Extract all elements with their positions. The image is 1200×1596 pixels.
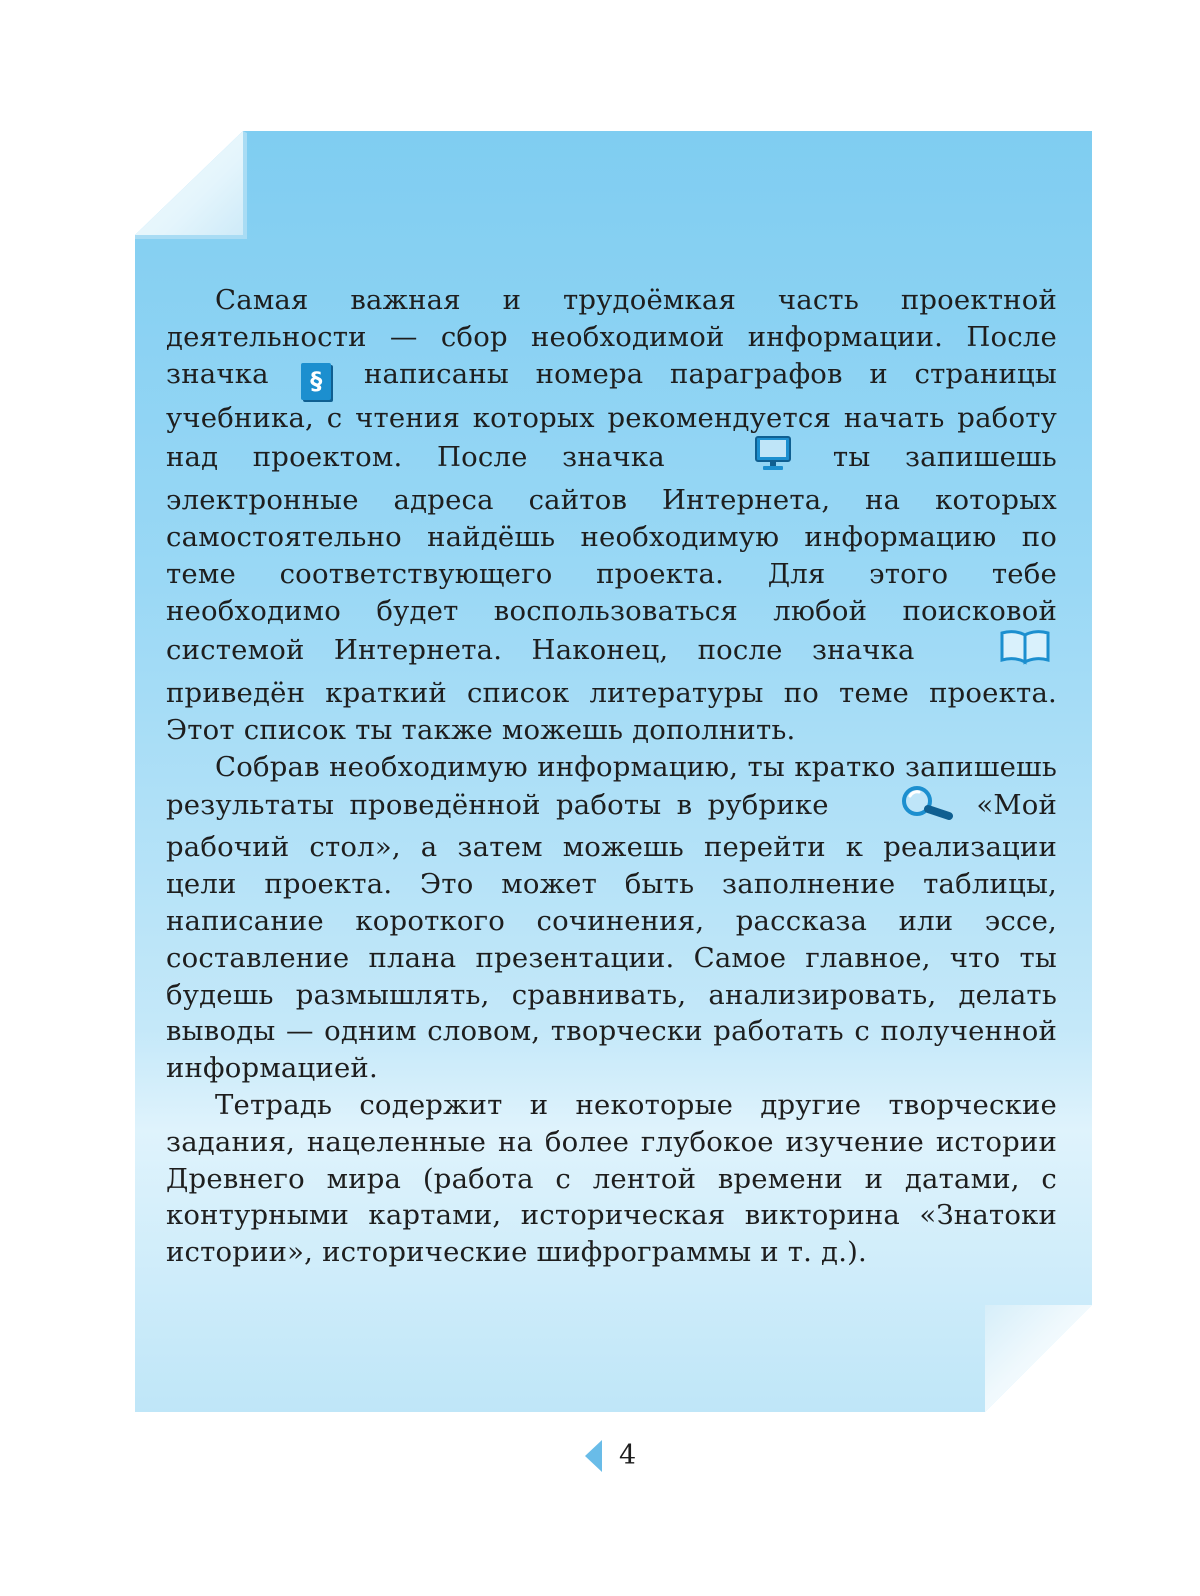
paragraph-1-part-d: Для этого тебе необходимо будет воспользоваться любой поисковой системой Интернета. Наконец, после значка [166, 557, 1057, 667]
paragraph-2-part-a: Собрав необходимую информацию, ты кратко запишешь результаты проведённой работы в рубрике [166, 750, 1057, 821]
open-book-icon [950, 629, 1051, 675]
magnifier-icon [850, 786, 955, 830]
page-footer [585, 1438, 665, 1478]
paragraph-1-part-e: приведён краткий список литературы по теме проекта. Этот список ты также можешь дополнить. [166, 677, 1057, 746]
paragraph-1-part-b: написаны номера параграфов и страницы учебника, с чтения которых рекомендуется начать работу над проектом. После значка [166, 357, 1057, 474]
computer-monitor-icon [705, 436, 792, 482]
main-text [166, 282, 1057, 1271]
top-left-page-fold [135, 131, 245, 237]
paragraph-2-part-b: «Мой рабочий стол», а затем можешь перейти к реализации цели проекта. Это может быть заполнение таблицы, написание короткого сочинения, рассказа или эссе, составление плана презентации. Самое главное, что ты будешь размышлять, сравнивать, анализировать, делать выводы — одним словом, творчески работать с полученной информацией. [166, 788, 1057, 1085]
page-number: 4 [619, 1440, 637, 1471]
bottom-right-page-fold [985, 1305, 1093, 1413]
paragraph-2 [166, 749, 1057, 1087]
paragraph-section-icon: § [301, 363, 331, 400]
paragraph-1-part-c: ты запишешь электронные адреса сайтов Интернета, на которых самостоятельно найдёшь необходимую информацию по теме соответствующего проекта. [166, 441, 1057, 590]
paragraph-3: Тетрадь содержит и некоторые другие творческие задания, нацеленные на более глубокое изучение истории Древнего мира (работа с лентой времени и датами, с контурными картами, историческая викторина «Знатоки истории», исторические шифрограммы и т. д.). [166, 1088, 1057, 1269]
paragraph-1-part-a: Самая важная и трудоёмкая часть проектной деятельности — сбор необходимой информации. После значка [166, 284, 1057, 390]
page-arrow-icon [585, 1440, 602, 1472]
paragraph-1 [166, 282, 1057, 749]
